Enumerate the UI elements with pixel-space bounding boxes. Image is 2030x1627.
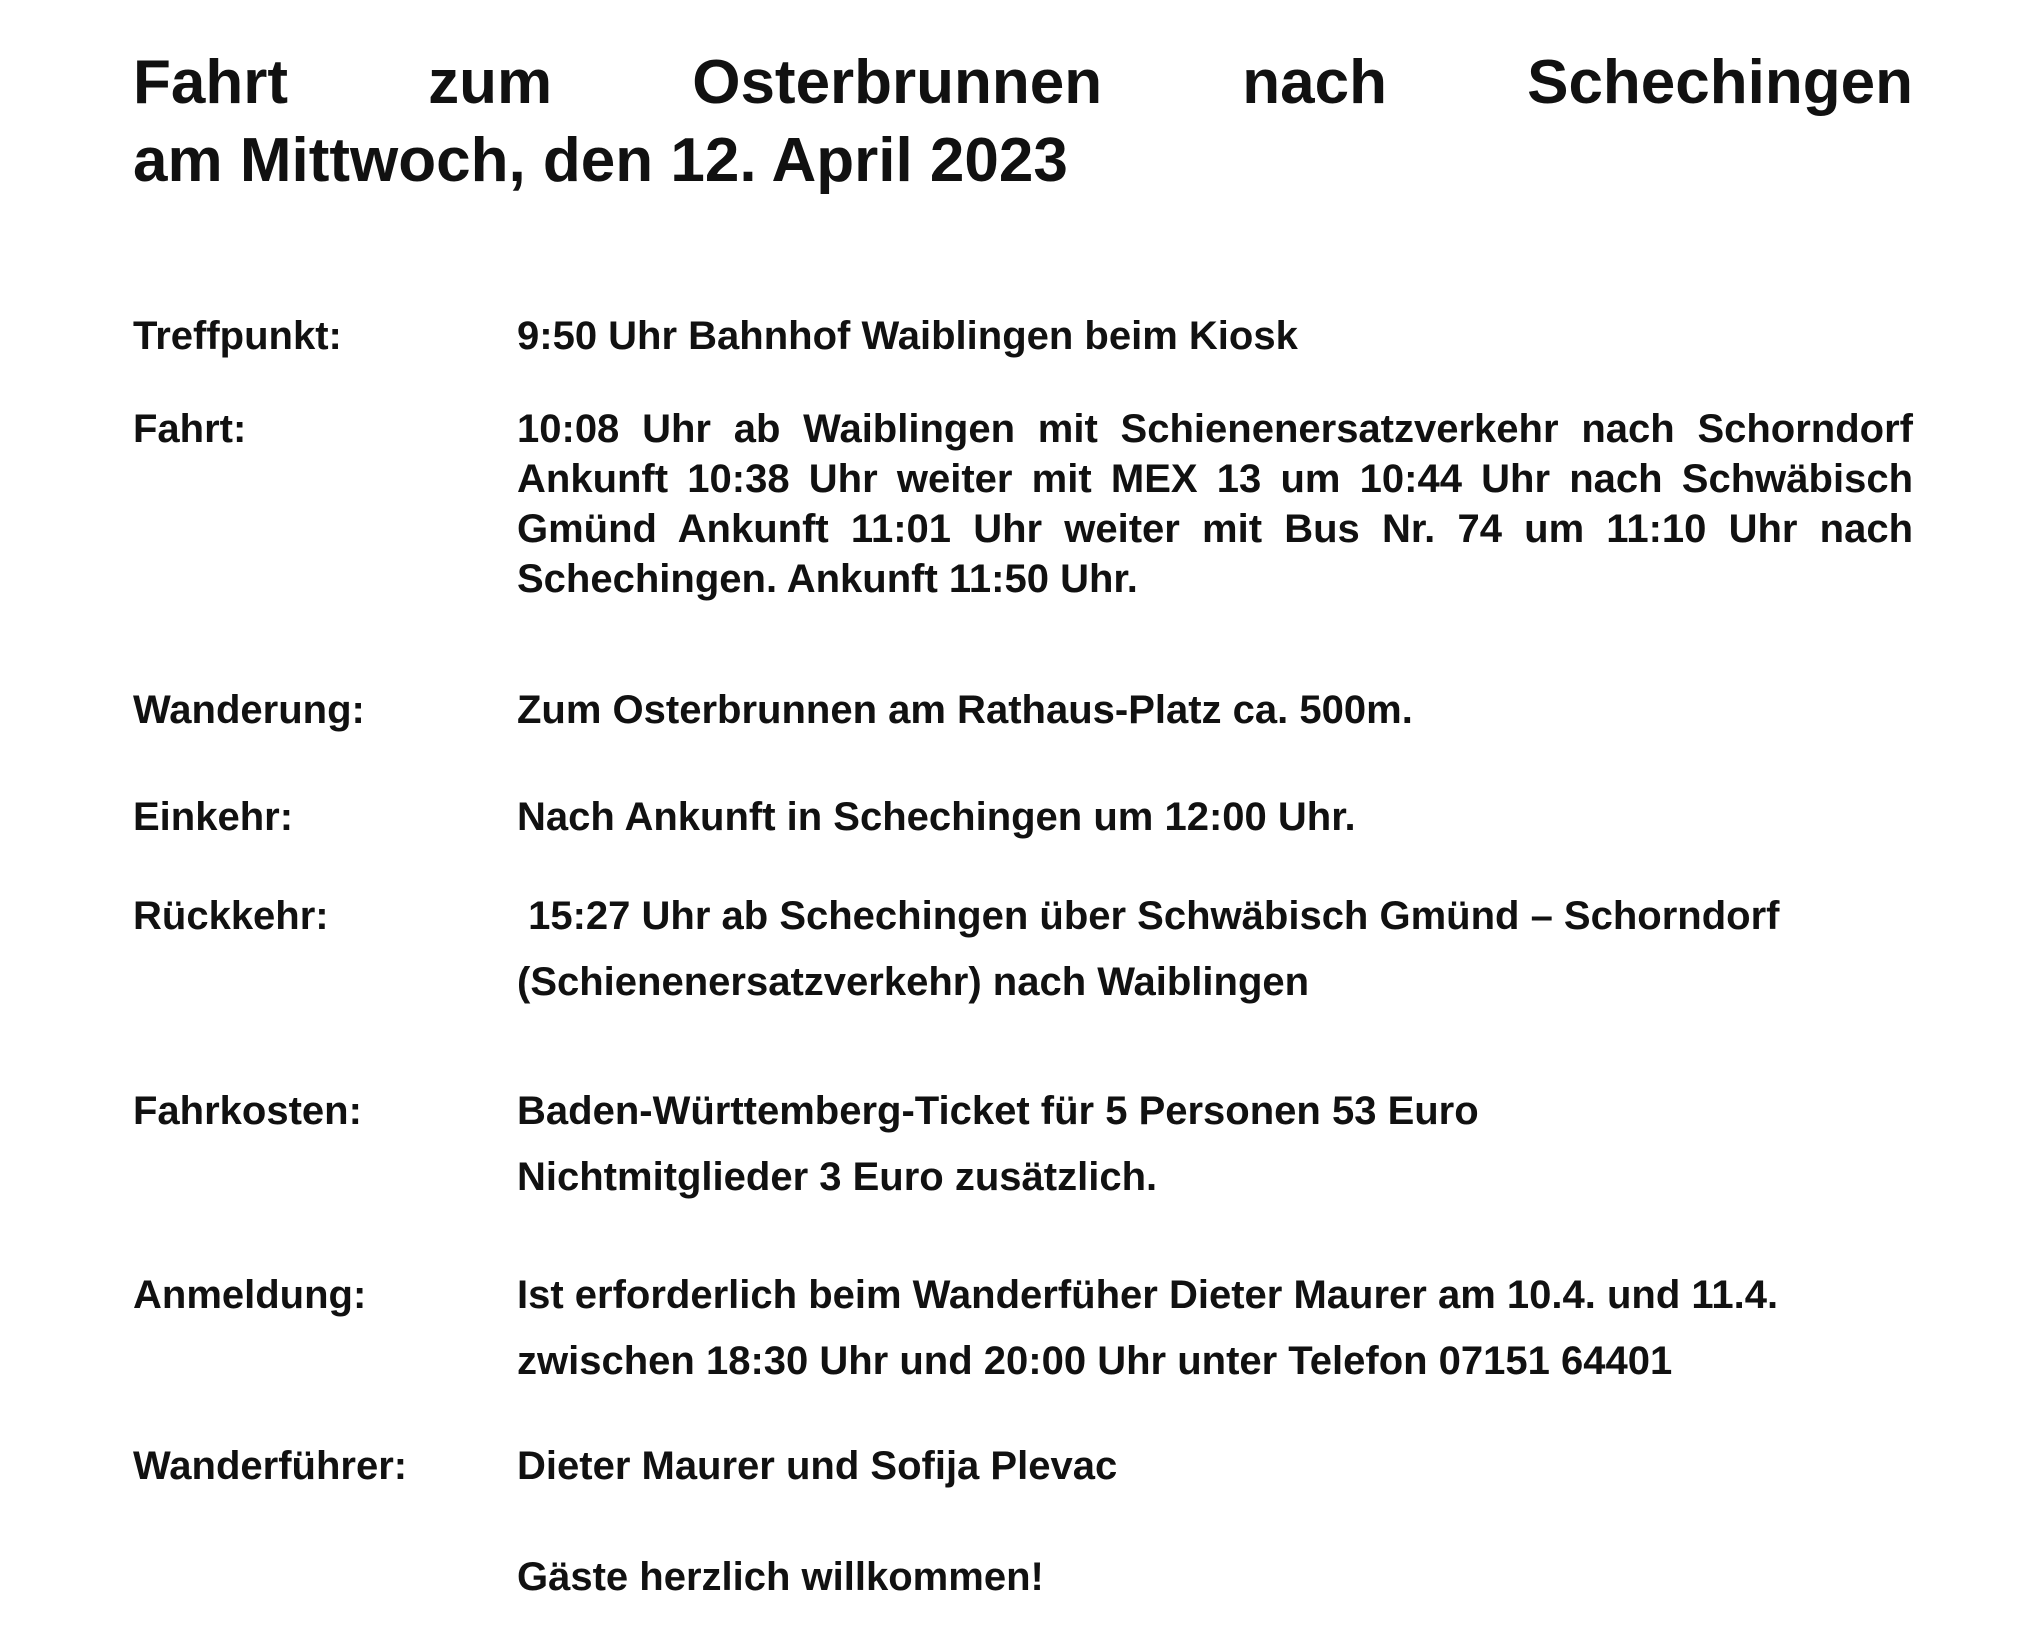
title-word: Fahrt xyxy=(133,48,288,117)
row-label: Fahrt: xyxy=(133,407,247,451)
row-label: Treffpunkt: xyxy=(133,314,342,358)
row-value-text: Zum Osterbrunnen am Rathaus-Platz ca. 500m. xyxy=(517,688,1413,732)
row-value-line: 15:27 Uhr ab Schechingen über Schwäbisch Gmünd – Schorndorf xyxy=(517,894,1780,938)
row-label: Anmeldung: xyxy=(133,1273,367,1317)
row-value-text: 10:08 Uhr ab Waiblingen mit Schienenersatzverkehr nach Schorndorf Ankunft 10:38 Uhr weiter mit MEX 13 um 10:44 Uhr nach Schwäbisch Gmünd Ankunft 11:01 Uhr weiter mit Bus Nr. 74 um 11:10 Uhr nach Schechingen. Ankunft 11:50 Uhr. xyxy=(517,407,1913,601)
row-value xyxy=(517,883,1913,1015)
row-value-line: (Schienenersatzverkehr) nach Waiblingen xyxy=(517,960,1310,1004)
row-value-line: Ist erforderlich beim Wanderfüher Dieter Maurer am 10.4. und 11.4. xyxy=(517,1273,1779,1317)
title-word: Schechingen xyxy=(1527,48,1913,117)
row-value-text: Dieter Maurer und Sofija Plevac xyxy=(517,1444,1118,1488)
welcome-text: Gäste herzlich willkommen! xyxy=(517,1555,1044,1599)
title-line-2: am Mittwoch, den 12. April 2023 xyxy=(133,126,1068,195)
row-label: Einkehr: xyxy=(133,795,294,839)
row-value-text: Nach Ankunft in Schechingen um 12:00 Uhr. xyxy=(517,795,1356,839)
row-value-line: Baden-Württemberg-Ticket für 5 Personen 53 Euro xyxy=(517,1089,1479,1133)
row-value-line: Nichtmitglieder 3 Euro zusätzlich. xyxy=(517,1155,1158,1199)
title-word: zum xyxy=(428,48,553,117)
document-page xyxy=(133,44,1913,200)
row-value xyxy=(517,311,1913,361)
row-label: Fahrkosten: xyxy=(133,1089,362,1133)
row-value xyxy=(517,1262,1913,1394)
row-label: Wanderführer: xyxy=(133,1444,408,1488)
document-title xyxy=(133,44,1913,200)
title-word: nach xyxy=(1242,48,1387,117)
title-line-1 xyxy=(133,44,1913,122)
welcome-note xyxy=(517,1552,1913,1602)
row-value xyxy=(517,1441,1913,1491)
row-value xyxy=(517,685,1913,735)
row-value xyxy=(517,1078,1913,1210)
row-value-text: 9:50 Uhr Bahnhof Waiblingen beim Kiosk xyxy=(517,314,1298,358)
row-label: Rückkehr: xyxy=(133,894,329,938)
row-value xyxy=(517,792,1913,842)
title-word: Osterbrunnen xyxy=(692,48,1103,117)
row-value-line: zwischen 18:30 Uhr und 20:00 Uhr unter Telefon 07151 64401 xyxy=(517,1339,1673,1383)
row-label: Wanderung: xyxy=(133,688,365,732)
